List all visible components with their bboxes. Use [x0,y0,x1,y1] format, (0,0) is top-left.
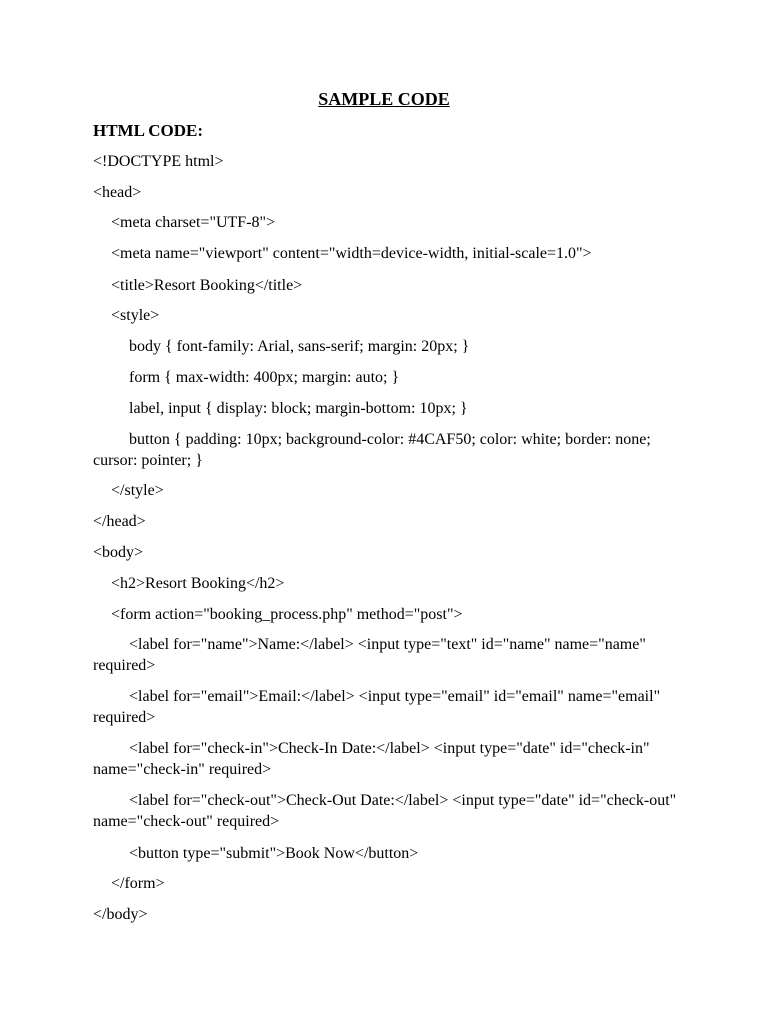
code-line: <body> [93,544,144,561]
code-line: <button type="submit">Book Now</button> [129,845,419,862]
code-line: </body> [93,906,148,923]
code-line: </style> [111,482,164,499]
code-line: <meta name="viewport" content="width=device-width, initial-scale=1.0"> [111,245,592,262]
code-line: body { font-family: Arial, sans-serif; margin: 20px; } [129,338,470,355]
code-line: </head> [93,513,146,530]
code-line: <label for="email">Email:</label> <input type="email" id="email" name="email" required> [93,688,661,726]
code-line: <label for="check-out">Check-Out Date:</label> <input type="date" id="check-out" name="check-out" required> [93,792,677,830]
code-line: <h2>Resort Booking</h2> [111,575,285,592]
code-line: <form action="booking_process.php" method="post"> [111,606,463,623]
section-heading: HTML CODE: [93,121,204,140]
code-line: <title>Resort Booking</title> [111,277,303,294]
code-line: <head> [93,184,142,201]
code-line: <style> [111,307,160,324]
code-line: </form> [111,875,165,892]
page-title: SAMPLE CODE [318,89,450,109]
code-line: <label for="name">Name:</label> <input type="text" id="name" name="name" required> [93,636,646,674]
code-line: form { max-width: 400px; margin: auto; } [129,369,400,386]
code-line: <label for="check-in">Check-In Date:</label> <input type="date" id="check-in" name="check-in" required> [93,740,650,778]
code-line: button { padding: 10px; background-color: #4CAF50; color: white; border: none; cursor: pointer; } [93,431,651,469]
code-line: label, input { display: block; margin-bottom: 10px; } [129,400,468,417]
code-line: <!DOCTYPE html> [93,153,224,170]
code-line: <meta charset="UTF-8"> [111,214,276,231]
